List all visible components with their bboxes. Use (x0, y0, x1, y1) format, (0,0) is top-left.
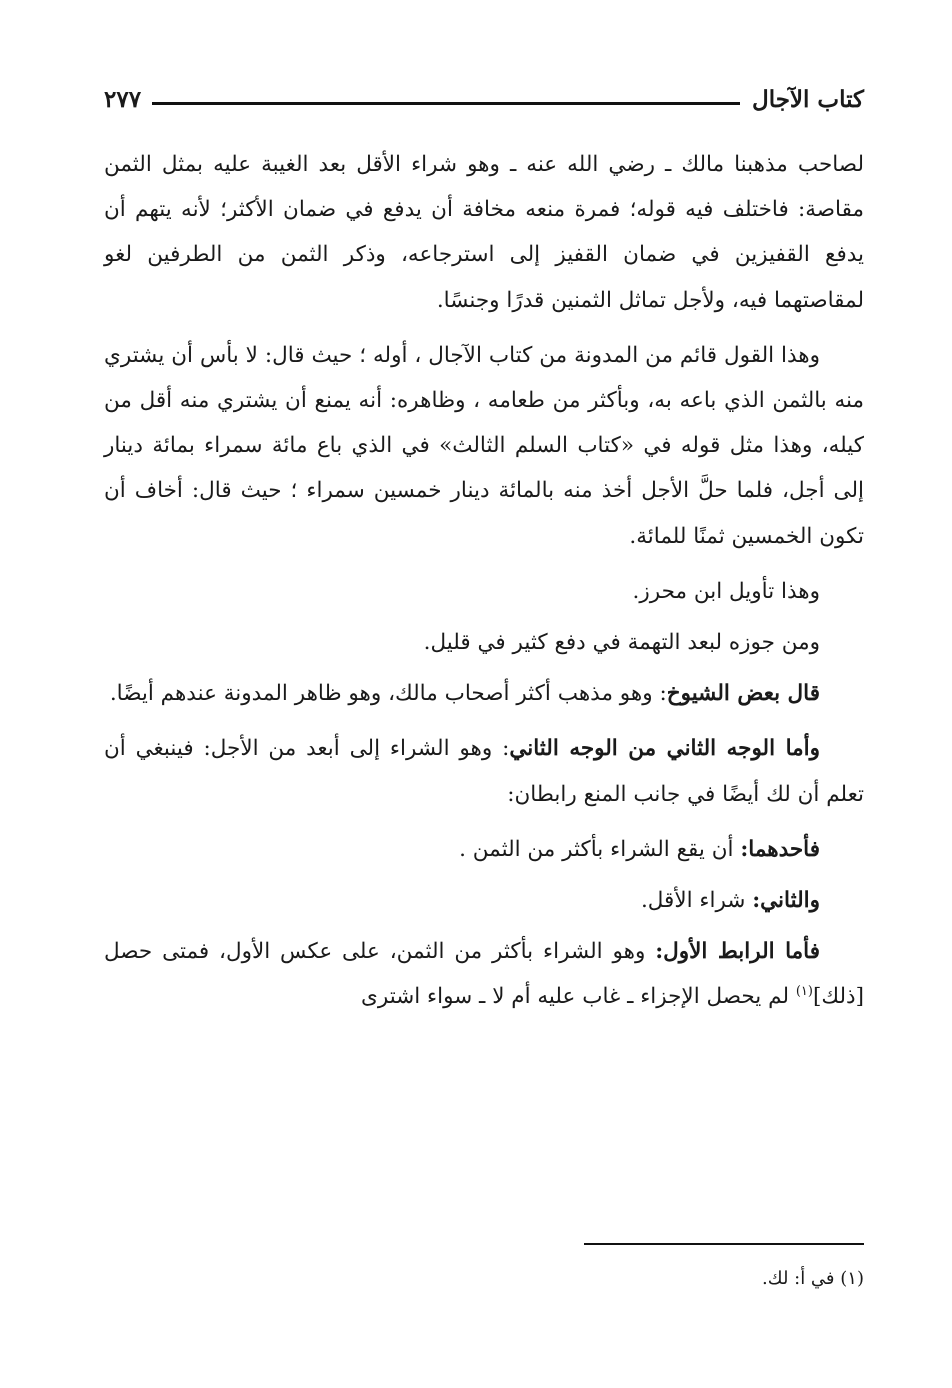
footnote-separator (584, 1243, 864, 1245)
paragraph-7 (104, 827, 864, 872)
paragraph-3: وهذا تأويل ابن محرز. (632, 578, 820, 604)
paragraph-8-text: شراء الأقل. (640, 888, 753, 914)
paragraph-5-lead: قال بعض الشيوخ (666, 681, 820, 707)
header-rule (152, 102, 740, 105)
paragraph-5-text: : وهو مذهب أكثر أصحاب مالك، وهو ظاهر المدونة عندهم أيضًا. (109, 681, 667, 707)
page-number: ٢٧٧ (104, 86, 142, 113)
chapter-title: كتاب الآجال (751, 86, 864, 113)
paragraph-8 (104, 878, 864, 923)
paragraph-6 (104, 726, 864, 816)
paragraph-4: ومن جوزه لبعد التهمة في دفع كثير في قليل. (423, 630, 820, 656)
footnote: (١) في أ: لك. (762, 1268, 864, 1289)
paragraph-6-lead: وأما الوجه الثاني من الوجه الثاني (509, 736, 821, 762)
paragraph-7-lead: فأحدهما: (740, 836, 820, 862)
footnote-reference[interactable]: (١) (795, 984, 813, 1000)
paragraph-2: وهذا القول قائم من المدونة من كتاب الآجال ، أوله ؛ حيث قال: لا بأس أن يشتري منه بالثمن الذي باعه به، وبأكثر من طعامه ، وظاهره: أنه يمنع أن يشتري منه أقل من كيله، وهذا مثل قوله في «كتاب السلم الثالث» في الذي باع مائة سمراء بمائة دينار إلى أجل، فلما حلَّ الأجل أخذ منه بالمائة دينار خمسين سمراء ؛ حيث قال: أخاف أن تكون الخمسين ثمنًا للمائة. (104, 342, 864, 549)
running-header (104, 80, 864, 120)
body-text (104, 142, 864, 1030)
paragraph-9-lead: فأما الرابط الأول: (655, 939, 821, 965)
paragraph-8-lead: والثاني: (752, 888, 820, 914)
paragraph-6-text: : وهو الشراء إلى أبعد من الأجل: فينبغي أن تعلم أن لك أيضًا في جانب المنع رابطان: (104, 736, 864, 807)
paragraph-9-text-b: لم يحصل الإجزاء ـ غاب عليه أم لا ـ سواء اشترى (361, 984, 796, 1010)
paragraph-9-text-a: وهو الشراء بأكثر من الثمن، على عكس الأول، فمتى حصل [ذلك] (104, 939, 864, 1010)
paragraph-1: لصاحب مذهبنا مالك ـ رضي الله عنه ـ وهو شراء الأقل بعد الغيبة عليه بمثل الثمن مقاصة: فاختلف فيه قوله؛ فمرة منعه مخافة أن يدفع في ضمان الأكثر؛ لأنه يتهم أن يدفع القفيزين في ضمان القفيز إلى استرجاعه، وذكر الثمن من الطرفين لغو لمقاصتهما فيه، ولأجل تماثل الثمنين قدرًا وجنسًا. (104, 152, 864, 313)
paragraph-7-text: أن يقع الشراء بأكثر من الثمن . (459, 836, 741, 862)
paragraph-9 (104, 929, 864, 1019)
paragraph-5 (104, 671, 864, 716)
